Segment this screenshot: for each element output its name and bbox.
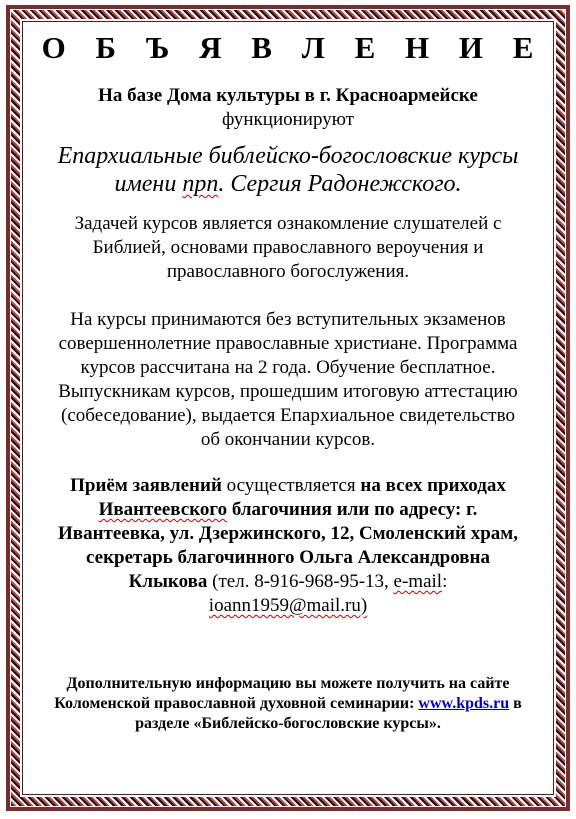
admission-line-4: Выпускникам курсов, прошедшим итоговую аттестацию (58, 381, 518, 402)
goal-line-2: Библией, основами православного вероучения и (92, 237, 484, 258)
applications-surname: Клыкова (128, 571, 208, 592)
admission-line-1: На курсы принимаются без вступительных экзаменов (70, 309, 506, 330)
announcement (24, 24, 552, 734)
admission-line-6: об окончании курсов. (200, 429, 376, 450)
website-link[interactable]: www.kpds.ru (418, 695, 510, 712)
course-name-line-2 (24, 170, 552, 198)
applications-paragraph (24, 474, 552, 618)
admission-line-3: курсов рассчитана на 2 года. Обучение бесплатное. (80, 357, 496, 378)
applications-line-1 (24, 474, 552, 498)
footer-line-2-prefix: Коломенской православной духовной семинарии: (54, 695, 419, 712)
course-name-prefix: имени (114, 171, 183, 197)
footer-note (24, 674, 552, 734)
footer-line-3: разделе «Библейско-богословские курсы». (135, 715, 441, 732)
course-name-line-1: Епархиальные библейско-богословские курсы (57, 143, 519, 169)
footer-line-2-suffix: в (509, 695, 522, 712)
applications-line-2 (24, 498, 552, 522)
admission-line-2: совершеннолетние православные христиане. Программа (58, 333, 518, 354)
applications-deanery: Ивантеевского (98, 499, 228, 520)
course-name-abbr: прп (182, 171, 219, 197)
admission-paragraph (24, 308, 552, 452)
intro-line-2: функционируют (222, 109, 354, 130)
applications-line-2-rest: благочиния или по адресу: г. (227, 499, 478, 520)
goal-line-1: Задачей курсов является ознакомление слушателей с (74, 213, 502, 234)
applications-bold-a: Приём заявлений (70, 475, 222, 496)
applications-line-3: Ивантеевка, ул. Дзержинского, 12, Смоленский храм, (58, 523, 518, 544)
applications-colon: : (442, 571, 448, 592)
applications-email-label: e-mail (393, 571, 443, 592)
course-name (24, 142, 552, 198)
applications-phone: (тел. 8-916-968-95-13, (207, 571, 394, 592)
footer-line-1: Дополнительную информацию вы можете получить на сайте (66, 675, 510, 692)
intro (24, 84, 552, 132)
applications-line-5 (24, 570, 552, 594)
course-name-rest: . Сергия Радонежского. (218, 171, 462, 197)
goal-paragraph (24, 212, 552, 284)
page-title: О Б Ъ Я В Л Е Н И Е (41, 30, 545, 65)
goal-line-3: православного богослужения. (166, 261, 410, 282)
footer-line-2 (24, 694, 552, 714)
admission-line-5: (собеседование), выдается Епархиальное свидетельство (61, 405, 515, 426)
applications-normal-a: осуществляется (221, 475, 361, 496)
applications-email: ioann1959@mail.ru) (208, 595, 368, 616)
applications-bold-b: на всех приходах (360, 475, 506, 496)
intro-line-1: На базе Дома культуры в г. Красноармейске (98, 85, 478, 106)
applications-line-4: секретарь благочинного Ольга Александровна (86, 547, 490, 568)
